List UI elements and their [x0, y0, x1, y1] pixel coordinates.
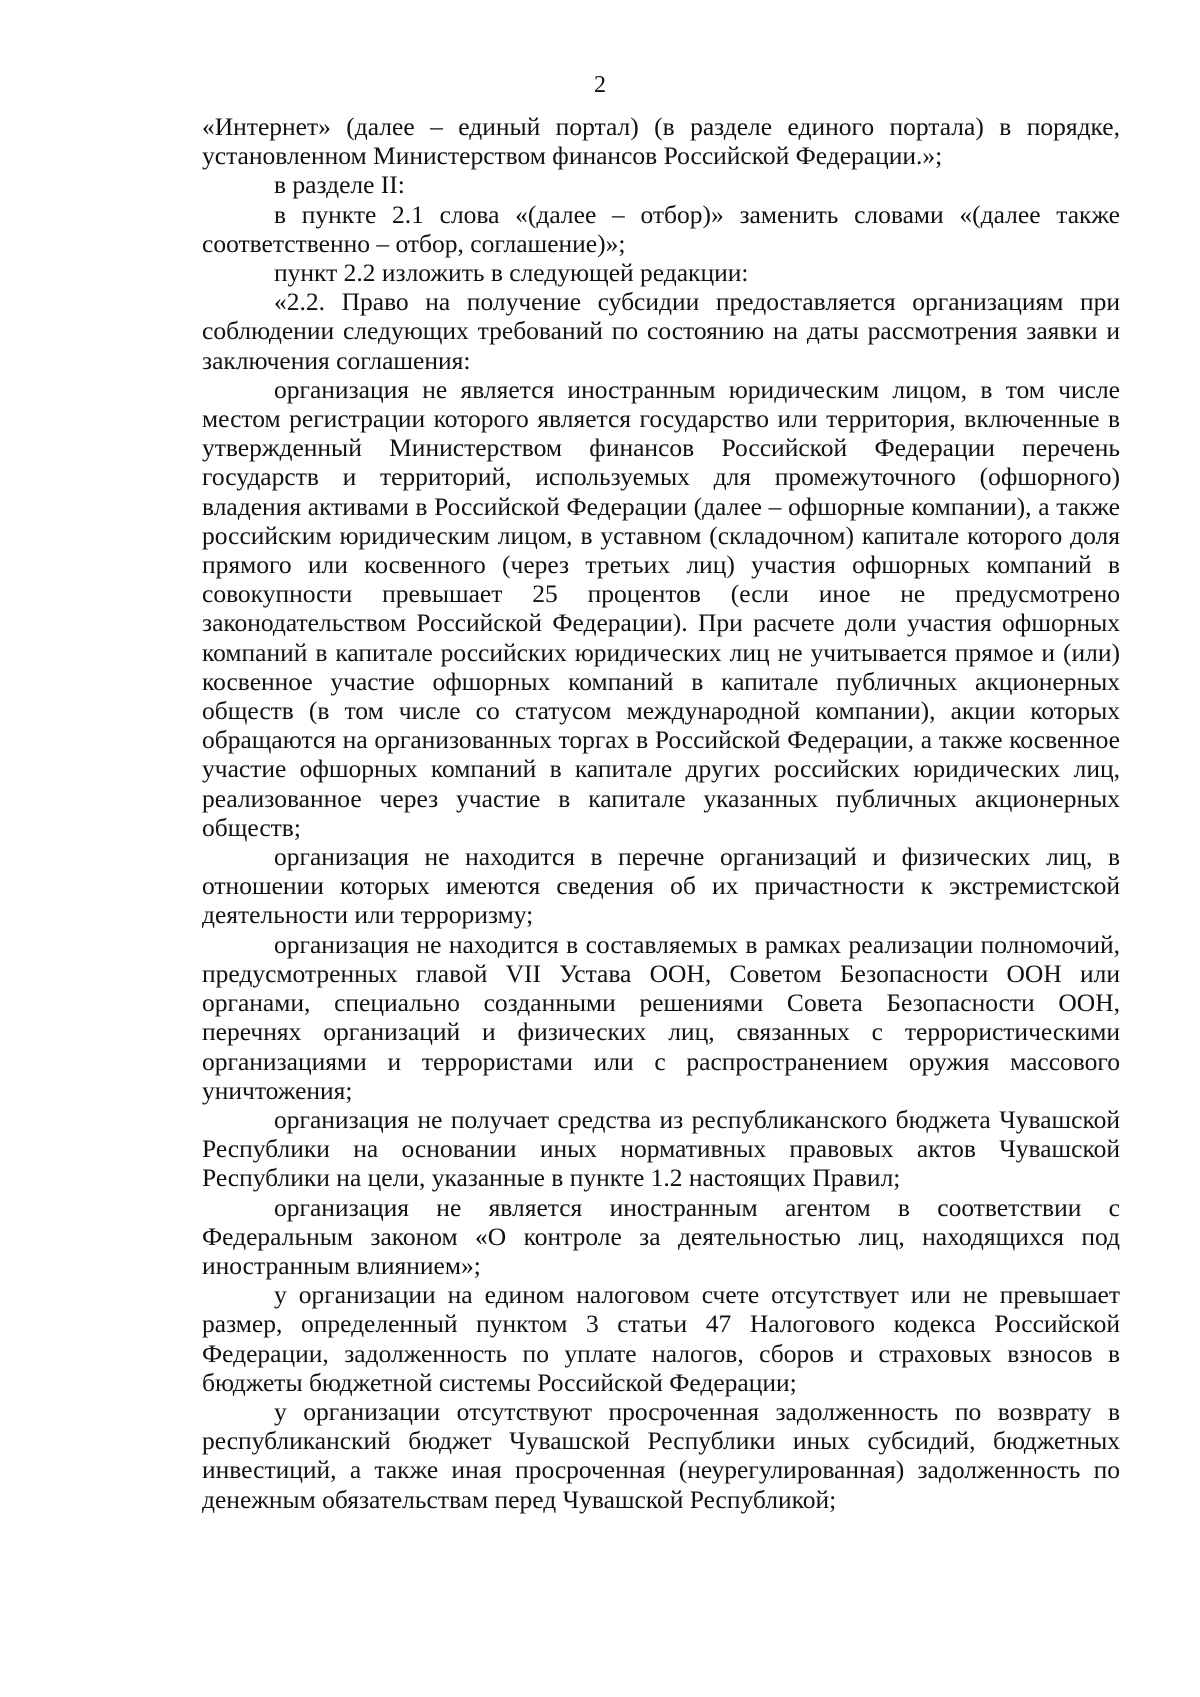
paragraph: «Интернет» (далее – единый портал) (в разделе единого портала) в порядке, установленном Министерством финансов Российской Федерации.»; — [202, 112, 1120, 171]
paragraph: «2.2. Право на получение субсидии предоставляется организациям при соблюдении следующих требований по состоянию на даты рассмотрения заявки и заключения соглашения: — [202, 287, 1120, 375]
paragraph: организация не является иностранным агентом в соответствии с Федеральным законом «О контроле за деятельностью лиц, находящихся под иностранным влиянием»; — [202, 1192, 1120, 1280]
paragraph: организация не получает средства из республиканского бюджета Чувашской Республики на основании иных нормативных правовых актов Чувашской Республики на цели, указанные в пункте 1.2 настоящих Правил; — [202, 1104, 1120, 1193]
paragraph: у организации отсутствуют просроченная задолженность по возврату в республиканский бюджет Чувашской Республики иных субсидий, бюджетных инвестиций, а также иная просроченная (неурегулированная) задолженность по денежным обязательствам перед Чувашской Республикой; — [202, 1396, 1120, 1514]
paragraph: пункт 2.2 изложить в следующей редакции: — [274, 258, 749, 288]
page-number: 2 — [594, 72, 606, 98]
paragraph: у организации на едином налоговом счете отсутствует или не превышает размер, определенный пунктом 3 статьи 47 Налогового кодекса Российской Федерации, задолженность по уплате налогов, сборов и страховых взносов в бюджеты бюджетной системы Российской Федерации; — [202, 1280, 1120, 1397]
paragraph: организация не находится в составляемых в рамках реализации полномочий, предусмотренных главой VII Устава ООН, Советом Безопасности ООН или органами, специально созданными решениями Совета Безопасности ООН, перечнях организаций и физических лиц, связанных с террористическими организациями и террористами или с распространением оружия массового уничтожения; — [202, 929, 1120, 1105]
paragraph: в пункте 2.1 слова «(далее – отбор)» заменить словами «(далее также соответственно – отбор, соглашение)»; — [202, 199, 1120, 258]
paragraph: в разделе II: — [274, 170, 405, 200]
paragraph: организация не находится в перечне организаций и физических лиц, в отношении которых имеются сведения об их причастности к экстремистской деятельности или терроризму; — [202, 842, 1120, 930]
paragraph: организация не является иностранным юридическим лицом, в том числе местом регистрации которого является государство или территория, включенные в утвержденный Министерством финансов Российской Федерации перечень государств и территорий, используемых для промежуточного (офшорного) владения активами в Российской Федерации (далее – офшорные компании), а также российским юридическим лицом, в уставном (складочном) капитале которого доля прямого или косвенного (через третьих лиц) участия офшорных компаний в совокупности превышает 25 процентов (если иное не предусмотрено законодательством Российской Федерации). При расчете доли участия офшорных компаний в капитале российских юридических лиц не учитывается прямое и (или) косвенное участие офшорных компаний в капитале публичных акционерных обществ (в том числе со статусом международной компании), акции которых обращаются на организованных торгах в Российской Федерации, а также косвенное участие офшорных компаний в капитале других российских юридических лиц, реализованное через участие в капитале указанных публичных акционерных обществ; — [202, 374, 1120, 842]
document-body — [202, 112, 1120, 1514]
